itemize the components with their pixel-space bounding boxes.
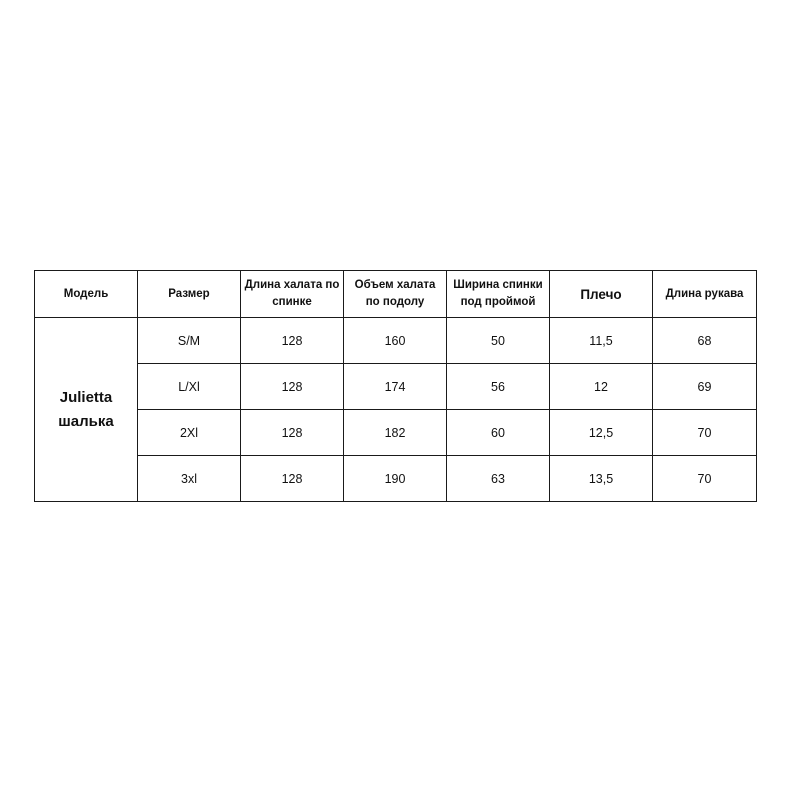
hem-volume-cell: 160 xyxy=(344,318,447,364)
header-row xyxy=(35,271,757,318)
hem-volume-cell: 190 xyxy=(344,456,447,502)
model-name-cell xyxy=(35,318,138,502)
back-length-cell: 128 xyxy=(241,318,344,364)
header-size: Размер xyxy=(138,271,241,318)
back-length-cell: 128 xyxy=(241,364,344,410)
size-cell: L/Xl xyxy=(138,364,241,410)
sleeve-length-cell: 70 xyxy=(653,456,757,502)
size-cell: 2Xl xyxy=(138,410,241,456)
header-back-length: Длина халата по спинке xyxy=(241,271,344,318)
back-width-cell: 50 xyxy=(447,318,550,364)
shoulder-cell: 13,5 xyxy=(550,456,653,502)
shoulder-cell: 12,5 xyxy=(550,410,653,456)
sleeve-length-cell: 68 xyxy=(653,318,757,364)
hem-volume-cell: 182 xyxy=(344,410,447,456)
back-width-cell: 60 xyxy=(447,410,550,456)
size-cell: 3xl xyxy=(138,456,241,502)
table-row xyxy=(35,410,757,456)
back-length-cell: 128 xyxy=(241,410,344,456)
header-sleeve-length: Длина рукава xyxy=(653,271,757,318)
table-row xyxy=(35,364,757,410)
table-row xyxy=(35,318,757,364)
back-width-cell: 56 xyxy=(447,364,550,410)
table-row xyxy=(35,456,757,502)
sleeve-length-cell: 70 xyxy=(653,410,757,456)
back-width-cell: 63 xyxy=(447,456,550,502)
sleeve-length-cell: 69 xyxy=(653,364,757,410)
header-back-width: Ширина спинки под проймой xyxy=(447,271,550,318)
back-length-cell: 128 xyxy=(241,456,344,502)
size-cell: S/M xyxy=(138,318,241,364)
header-shoulder: Плечо xyxy=(550,271,653,318)
header-hem-volume: Объем халата по подолу xyxy=(344,271,447,318)
model-variant: шалька xyxy=(58,412,114,430)
hem-volume-cell: 174 xyxy=(344,364,447,410)
shoulder-cell: 11,5 xyxy=(550,318,653,364)
header-model: Модель xyxy=(35,271,138,318)
model-name: Julietta xyxy=(59,388,113,406)
shoulder-cell: 12 xyxy=(550,364,653,410)
size-table xyxy=(34,270,757,502)
